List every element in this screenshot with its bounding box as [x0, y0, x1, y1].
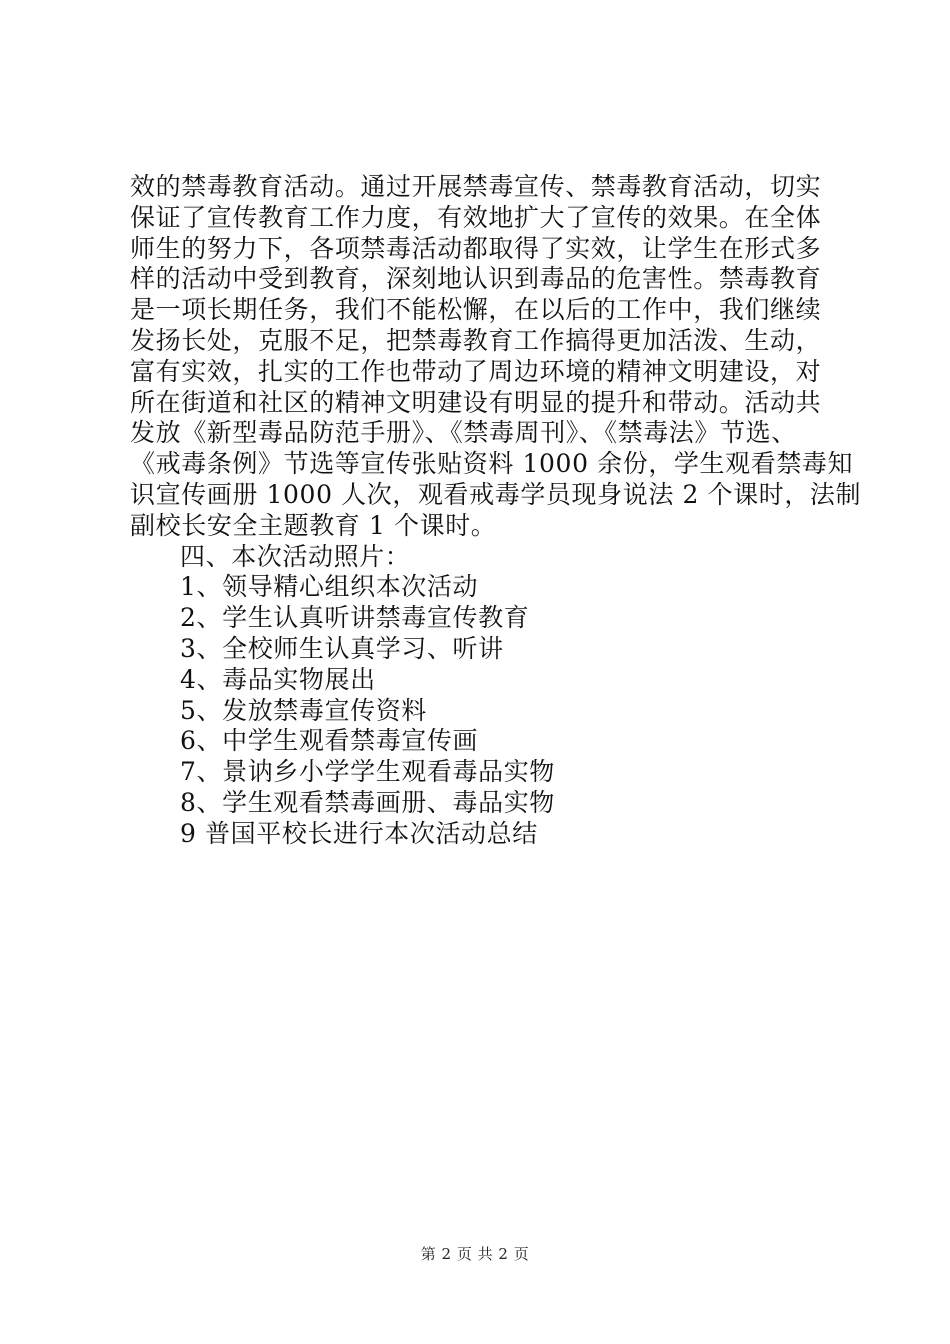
paragraph-line: 师生的努力下，各项禁毒活动都取得了实效，让学生在形式多	[130, 233, 822, 263]
photo-list-item: 3、全校师生认真学习、听讲	[180, 633, 504, 663]
photo-list-item: 7、景讷乡小学学生观看毒品实物	[180, 757, 555, 787]
paragraph-line: 样的活动中受到教育，深刻地认识到毒品的危害性。禁毒教育	[130, 264, 822, 294]
photo-list-item: 6、中学生观看禁毒宣传画	[180, 726, 479, 756]
photo-list-item: 1、领导精心组织本次活动	[180, 572, 479, 602]
paragraph-line: 《戒毒条例》节选等宣传张贴资料 1000 余份，学生观看禁毒知	[130, 449, 854, 479]
paragraph-line: 发扬长处，克服不足，把禁毒教育工作搞得更加活泼、生动，	[130, 325, 822, 355]
photo-list-item: 8、学生观看禁毒画册、毒品实物	[180, 787, 555, 817]
paragraph-line: 保证了宣传教育工作力度，有效地扩大了宣传的效果。在全体	[130, 202, 822, 232]
section-heading: 四、本次活动照片：	[180, 541, 411, 571]
paragraph-line: 效的禁毒教育活动。通过开展禁毒宣传、禁毒教育活动，切实	[130, 172, 822, 201]
photo-list-item: 4、毒品实物展出	[180, 664, 376, 694]
paragraph-line: 识宣传画册 1000 人次，观看戒毒学员现身说法 2 个课时，法制	[130, 479, 862, 509]
page-footer	[0, 1243, 950, 1264]
paragraph-line: 副校长安全主题教育 1 个课时。	[130, 510, 497, 540]
photo-list-item: 9 普国平校长进行本次活动总结	[180, 818, 538, 848]
photo-list-item: 5、发放禁毒宣传资料	[180, 695, 427, 725]
paragraph-line: 是一项长期任务，我们不能松懈，在以后的工作中，我们继续	[130, 295, 822, 325]
page-indicator: 第 2 页 共 2 页	[420, 1245, 530, 1263]
paragraph-line: 发放《新型毒品防范手册》、《禁毒周刊》、《禁毒法》节选、	[130, 418, 797, 448]
paragraph-line: 所在街道和社区的精神文明建设有明显的提升和带动。活动共	[130, 387, 822, 417]
photo-list-item: 2、学生认真听讲禁毒宣传教育	[180, 603, 530, 633]
paragraph-line: 富有实效，扎实的工作也带动了周边环境的精神文明建设，对	[130, 356, 822, 386]
document-body	[130, 172, 862, 850]
